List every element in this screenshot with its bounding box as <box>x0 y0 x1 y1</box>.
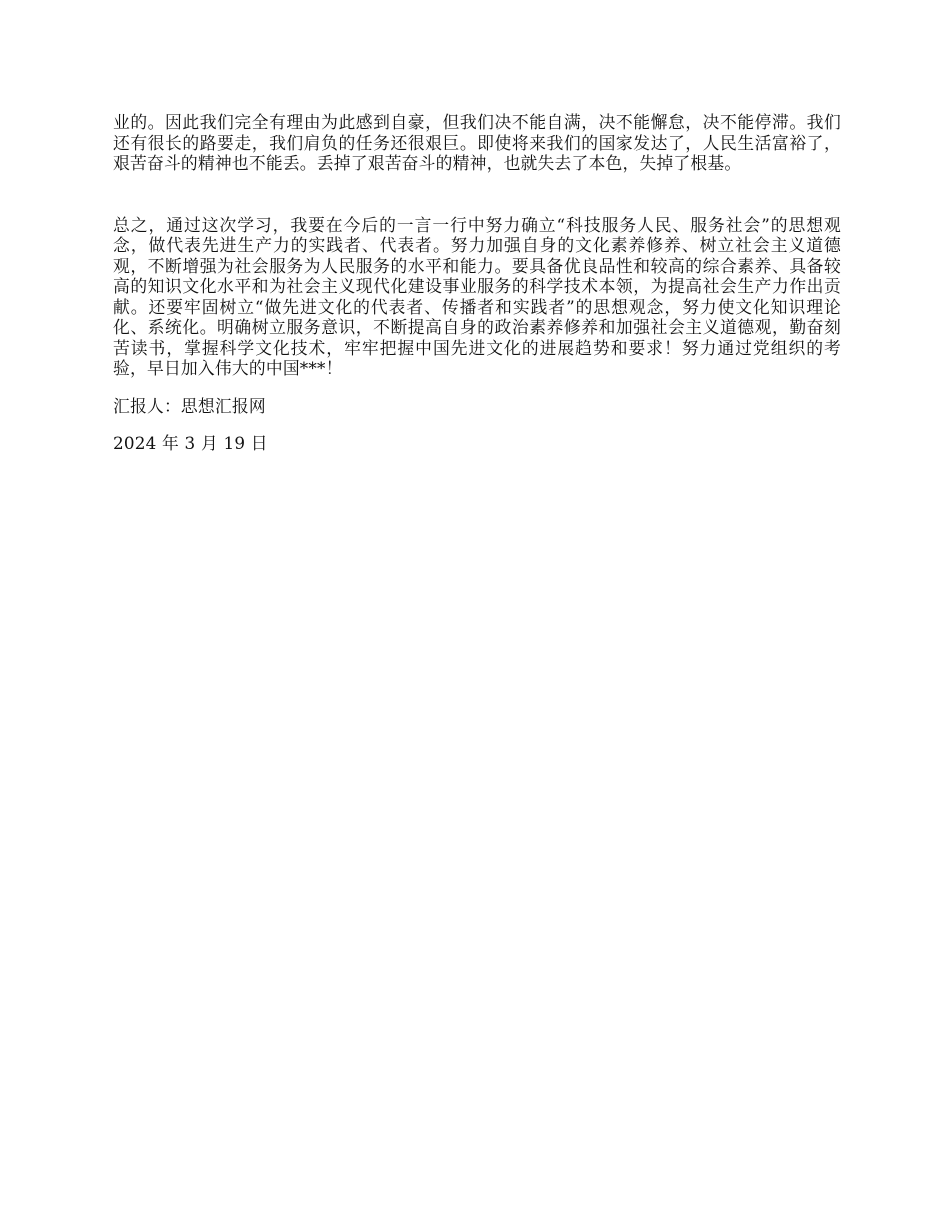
report-date: 2024 年 3 月 19 日 <box>113 433 268 453</box>
document-body <box>113 112 841 454</box>
paragraph-summary: 总之，通过这次学习，我要在今后的一言一行中努力确立“科技服务人民、服务社会”的思想观念，做代表先进生产力的实践者、代表者。努力加强自身的文化素养修养、树立社会主义道德观，不断增强为社会服务为人民服务的水平和能力。要具备优良品性和较高的综合素养、具备较高的知识文化水平和为社会主义现代化建设事业服务的科学技术本领，为提高社会生产力作出贡献。还要牢固树立“做先进文化的代表者、传播者和实践者”的思想观念，努力使文化知识理论化、系统化。明确树立服务意识，不断提高自身的政治素养修养和加强社会主义道德观，勤奋刻苦读书，掌握科学文化技术，牢牢把握中国先进文化的进展趋势和要求！努力通过党组织的考验，早日加入伟大的中国***！ <box>113 214 841 378</box>
reporter-signature: 汇报人：思想汇报网 <box>113 395 266 416</box>
paragraph-continuation: 业的。因此我们完全有理由为此感到自豪，但我们决不能自满，决不能懈怠，决不能停滞。我们还有很长的路要走，我们肩负的任务还很艰巨。即使将来我们的国家发达了，人民生活富裕了，艰苦奋斗的精神也不能丢。丢掉了艰苦奋斗的精神，也就失去了本色，失掉了根基。 <box>113 112 841 173</box>
